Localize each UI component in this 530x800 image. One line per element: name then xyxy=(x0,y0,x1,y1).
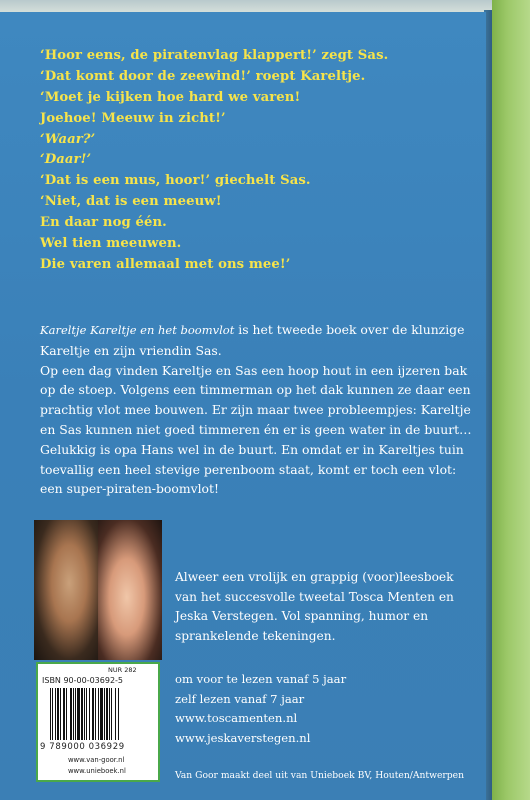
quote-line: ‘Waar?’ xyxy=(40,131,96,147)
quote-line: ‘Dat komt door de zeewind!’ roept Kareltje. xyxy=(40,68,366,84)
about-text: Alweer een vrolijk en grappig (voor)leesboek van het succesvolle tweetal Tosca Menten en Jeska Verstegen. Vol spanning, humor en sprankelende tekeningen. xyxy=(175,570,454,643)
book-spine xyxy=(492,0,530,800)
info-list xyxy=(175,670,346,748)
publisher-note: Van Goor maakt deel uit van Unieboek BV, Houten/Antwerpen xyxy=(175,770,465,781)
quote-line: ‘Hoor eens, de piratenvlag klappert!’ zegt Sas. xyxy=(40,48,389,63)
description-intro: is het tweede boek over de klunzige Kareltje en zijn vriendin Sas. xyxy=(40,322,465,358)
author-photo xyxy=(34,520,162,660)
publisher-url-vangoor: www.van-goor.nl xyxy=(68,756,125,764)
info-line: www.jeskaverstegen.nl xyxy=(175,730,311,745)
quote-line: ‘Moet je kijken hoe hard we varen! xyxy=(40,89,301,105)
info-line: www.toscamenten.nl xyxy=(175,711,298,726)
quote-block xyxy=(40,46,388,276)
quote-line: En daar nog één. xyxy=(40,215,167,231)
isbn-number: ISBN 90-00-03692-5 xyxy=(42,676,124,685)
book-title-text: Kareltje Kareltje en het boomvlot xyxy=(40,323,235,337)
quote-line: Die varen allemaal met ons mee!’ xyxy=(40,256,291,272)
nur-code: NUR 282 xyxy=(108,666,137,674)
barcode-bar xyxy=(119,688,120,740)
quote-line: ‘Daar!’ xyxy=(40,152,92,168)
author-photo-right xyxy=(98,520,162,660)
barcode-label xyxy=(36,662,160,782)
ean-number: 9 789000 036929 xyxy=(40,742,125,752)
description-paragraph xyxy=(40,320,480,499)
info-line: om voor te lezen vanaf 5 jaar xyxy=(175,672,347,686)
publisher-url-unieboek: www.unieboek.nl xyxy=(68,767,126,775)
quote-line: ‘Dat is een mus, hoor!’ giechelt Sas. xyxy=(40,173,311,189)
barcode-bars xyxy=(50,688,150,740)
quote-line: Wel tien meeuwen. xyxy=(40,236,182,252)
info-line: zelf lezen vanaf 7 jaar xyxy=(175,691,305,706)
quote-line: Joehoe! Meeuw in zicht!’ xyxy=(40,110,226,126)
description-body: Op een dag vinden Kareltje en Sas een hoop hout in een ijzeren bak op de stoep. Volgens een timmerman op het dak kunnen ze daar een prachtig vlot mee bouwen. Er zijn maar twee probleempjes: Kareltje en Sas kunnen niet goed timmeren én er is geen water in de buurt… Gelukkig is opa Hans wel in de buurt. En omdat er in Kareltjes tuin toevallig een heel stevige perenboom staat, komt er toch een vlot: een super-piraten-boomvlot! xyxy=(40,362,472,497)
author-photo-left xyxy=(34,520,98,660)
quote-line: ‘Niet, dat is een meeuw! xyxy=(40,194,222,210)
